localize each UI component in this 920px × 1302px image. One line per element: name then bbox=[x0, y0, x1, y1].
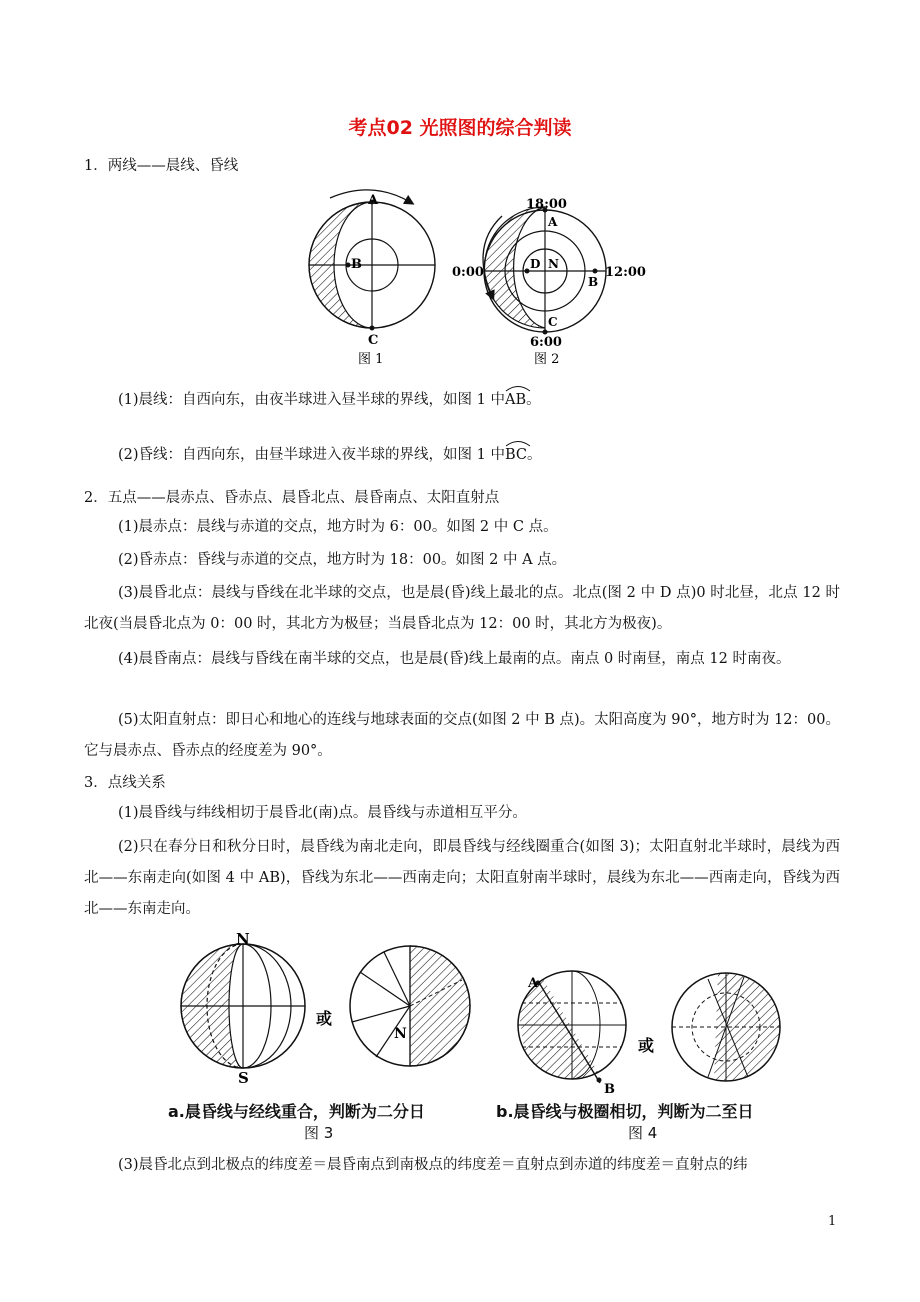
figure-4 bbox=[508, 965, 798, 1105]
fig2-label-0: 0:00 bbox=[452, 265, 484, 280]
page-number: 1 bbox=[828, 1214, 837, 1229]
fig3-label-N-pole: N bbox=[394, 1026, 407, 1042]
fig2-label-12: 12:00 bbox=[605, 265, 646, 280]
section2-item-3: (3)晨昏北点：晨线与昏线在北半球的交点，也是晨(昏)线上最北的点。北点(图 2 中 D 点)0 时北昼，北点 12 时北夜(当晨昏北点为 0：00 时，其北方为极昼；当晨昏北点为 12：00 时，其北方为极夜)。 bbox=[84, 585, 840, 632]
fig2-caption: 图 2 bbox=[534, 352, 560, 366]
figure-3 bbox=[170, 930, 500, 1100]
fig2-label-C: C bbox=[548, 315, 558, 329]
page-title: 考点02 光照图的综合判读 bbox=[348, 117, 572, 139]
section3-item-2: (2)只在春分日和秋分日时，晨昏线为南北走向，即晨昏线与经线圈重合(如图 3)；太阳直射北半球时，晨线为西北——东南走向(如图 4 中 AB)，昏线为东北——西南走向；太阳直射南半球时，晨线为东北——西南走向，昏线为西北——东南走向。 bbox=[84, 839, 840, 917]
fig2-label-6: 6:00 bbox=[530, 335, 562, 350]
fig3-caption: 图 3 bbox=[304, 1124, 334, 1142]
section3-item-3: (3)晨昏北点到北极点的纬度差＝晨昏南点到南极点的纬度差＝直射点到赤道的纬度差＝直射点的纬 bbox=[118, 1157, 748, 1173]
fig2-label-D: D bbox=[530, 257, 541, 271]
section2-item-2: (2)昏赤点：昏线与赤道的交点，地方时为 18：00。如图 2 中 A 点。 bbox=[118, 552, 567, 568]
section3-item-1: (1)晨昏线与纬线相切于晨昏北(南)点。晨昏线与赤道相互平分。 bbox=[118, 805, 527, 821]
fig2-label-18: 18:00 bbox=[526, 197, 567, 212]
fig3b-day-sector bbox=[410, 946, 470, 1066]
fig4-label-A: A bbox=[528, 976, 539, 991]
fig3-label-N-top: N bbox=[236, 930, 250, 948]
fig4-label-or: 或 bbox=[638, 1036, 655, 1055]
fig3-caption-a: a.晨昏线与经线重合，判断为二分日 bbox=[168, 1102, 425, 1121]
fig2-label-N: N bbox=[548, 257, 559, 271]
fig4-label-B: B bbox=[604, 1082, 615, 1097]
section2-item-4: (4)晨昏南点：晨线与昏线在南半球的交点，也是晨(昏)线上最南的点。南点 0 时南昼，南点 12 时南夜。 bbox=[118, 651, 791, 667]
fig4-caption: 图 4 bbox=[628, 1124, 658, 1142]
fig4a-night-shade bbox=[518, 977, 602, 1079]
section2-item-5: (5)太阳直射点：即日心和地心的连线与地球表面的交点(如图 2 中 B 点)。太阳高度为 90°，地方时为 12：00。它与晨赤点、昏赤点的经度差为 90°。 bbox=[84, 712, 840, 759]
fig1-label-A: A bbox=[368, 193, 379, 208]
figure-1 bbox=[300, 186, 450, 366]
fig3-label-S: S bbox=[238, 1069, 249, 1087]
fig4-caption-b: b.晨昏线与极圈相切，判断为二至日 bbox=[496, 1102, 754, 1121]
section3-heading: 3．点线关系 bbox=[84, 775, 166, 791]
section1-heading: 1．两线——晨线、昏线 bbox=[84, 158, 239, 174]
section1-item2: (2)昏线：自西向东，由昼半球进入夜半球的界线，如图 1 中 BC。 bbox=[118, 445, 542, 465]
section2-item-1: (1)晨赤点：晨线与赤道的交点，地方时为 6：00。如图 2 中 C 点。 bbox=[118, 519, 558, 535]
fig1-caption: 图 1 bbox=[358, 352, 384, 366]
fig2-label-B: B bbox=[588, 275, 599, 289]
fig1-label-C: C bbox=[368, 333, 379, 348]
figure-2 bbox=[450, 186, 650, 366]
fig3-label-or: 或 bbox=[316, 1009, 333, 1028]
section2-heading: 2．五点——晨赤点、昏赤点、晨昏北点、晨昏南点、太阳直射点 bbox=[84, 490, 500, 506]
section1-item1: (1)晨线：自西向东，由夜半球进入昼半球的界线，如图 1 中 AB。 bbox=[118, 390, 541, 410]
fig2-label-A: A bbox=[548, 215, 558, 229]
fig1-label-B: B bbox=[351, 257, 362, 272]
